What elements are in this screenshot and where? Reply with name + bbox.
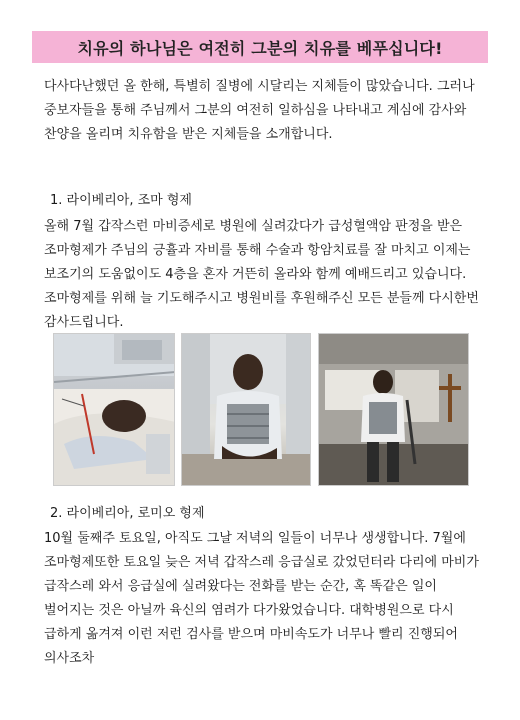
photo-patient-in-hospital-bed [53,333,175,486]
photo-3-illustration [319,334,469,486]
photo-1-illustration [54,334,175,486]
section-1-heading: 1. 라이베리아, 조마 형제 [50,193,192,208]
photo-brother-standing-in-church [318,333,469,486]
section-2-body: 10월 둘째주 토요일, 아직도 그날 저녁의 일들이 너무나 생생합니다. 7월에 조마형제또한 토요일 늦은 저녁 갑작스레 응급실로 갔었던터라 다리에 마비가 급작스레 와서 응급실에 실려왔다는 전화를 받는 순간, 혹 똑같은 일이 벌어지는 것은 아닐까 육신의 염려가 다가왔었습니다. 대학병원으로 다시 급하게 옮겨져 이런 저런 검사를 받으며 마비속도가 너무나 빨리 진행되어 의사조차 [44,531,479,666]
section-1-body: 올해 7월 갑작스런 마비증세로 병원에 실려갔다가 급성혈액암 판정을 받은 조마형제가 주님의 긍휼과 자비를 통해 수술과 항암치료를 잘 마치고 이제는 보조기의 도움없이도 4층을 혼자 거뜬히 올라와 함께 예배드리고 있습니다. 조마형제를 위해 늘 기도해주시고 병원비를 후원해주신 모든 분들께 다시한번 감사드립니다. [44,219,479,330]
page-title: 치유의 하나님은 여전히 그분의 치유를 베푸십니다! [77,38,443,58]
photo-patient-with-back-brace-sitting [181,333,311,486]
title-banner [32,31,488,63]
photo-2-illustration [182,334,311,486]
intro-paragraph: 다사다난했던 올 한해, 특별히 질병에 시달리는 지체들이 많았습니다. 그러나 중보자들을 통해 주님께서 그분의 여전히 일하심을 나타내고 계심에 감사와 찬양을 올리며 치유함을 받은 지체들을 소개합니다. [44,79,475,142]
section-2-heading: 2. 라이베리아, 로미오 형제 [50,506,205,521]
